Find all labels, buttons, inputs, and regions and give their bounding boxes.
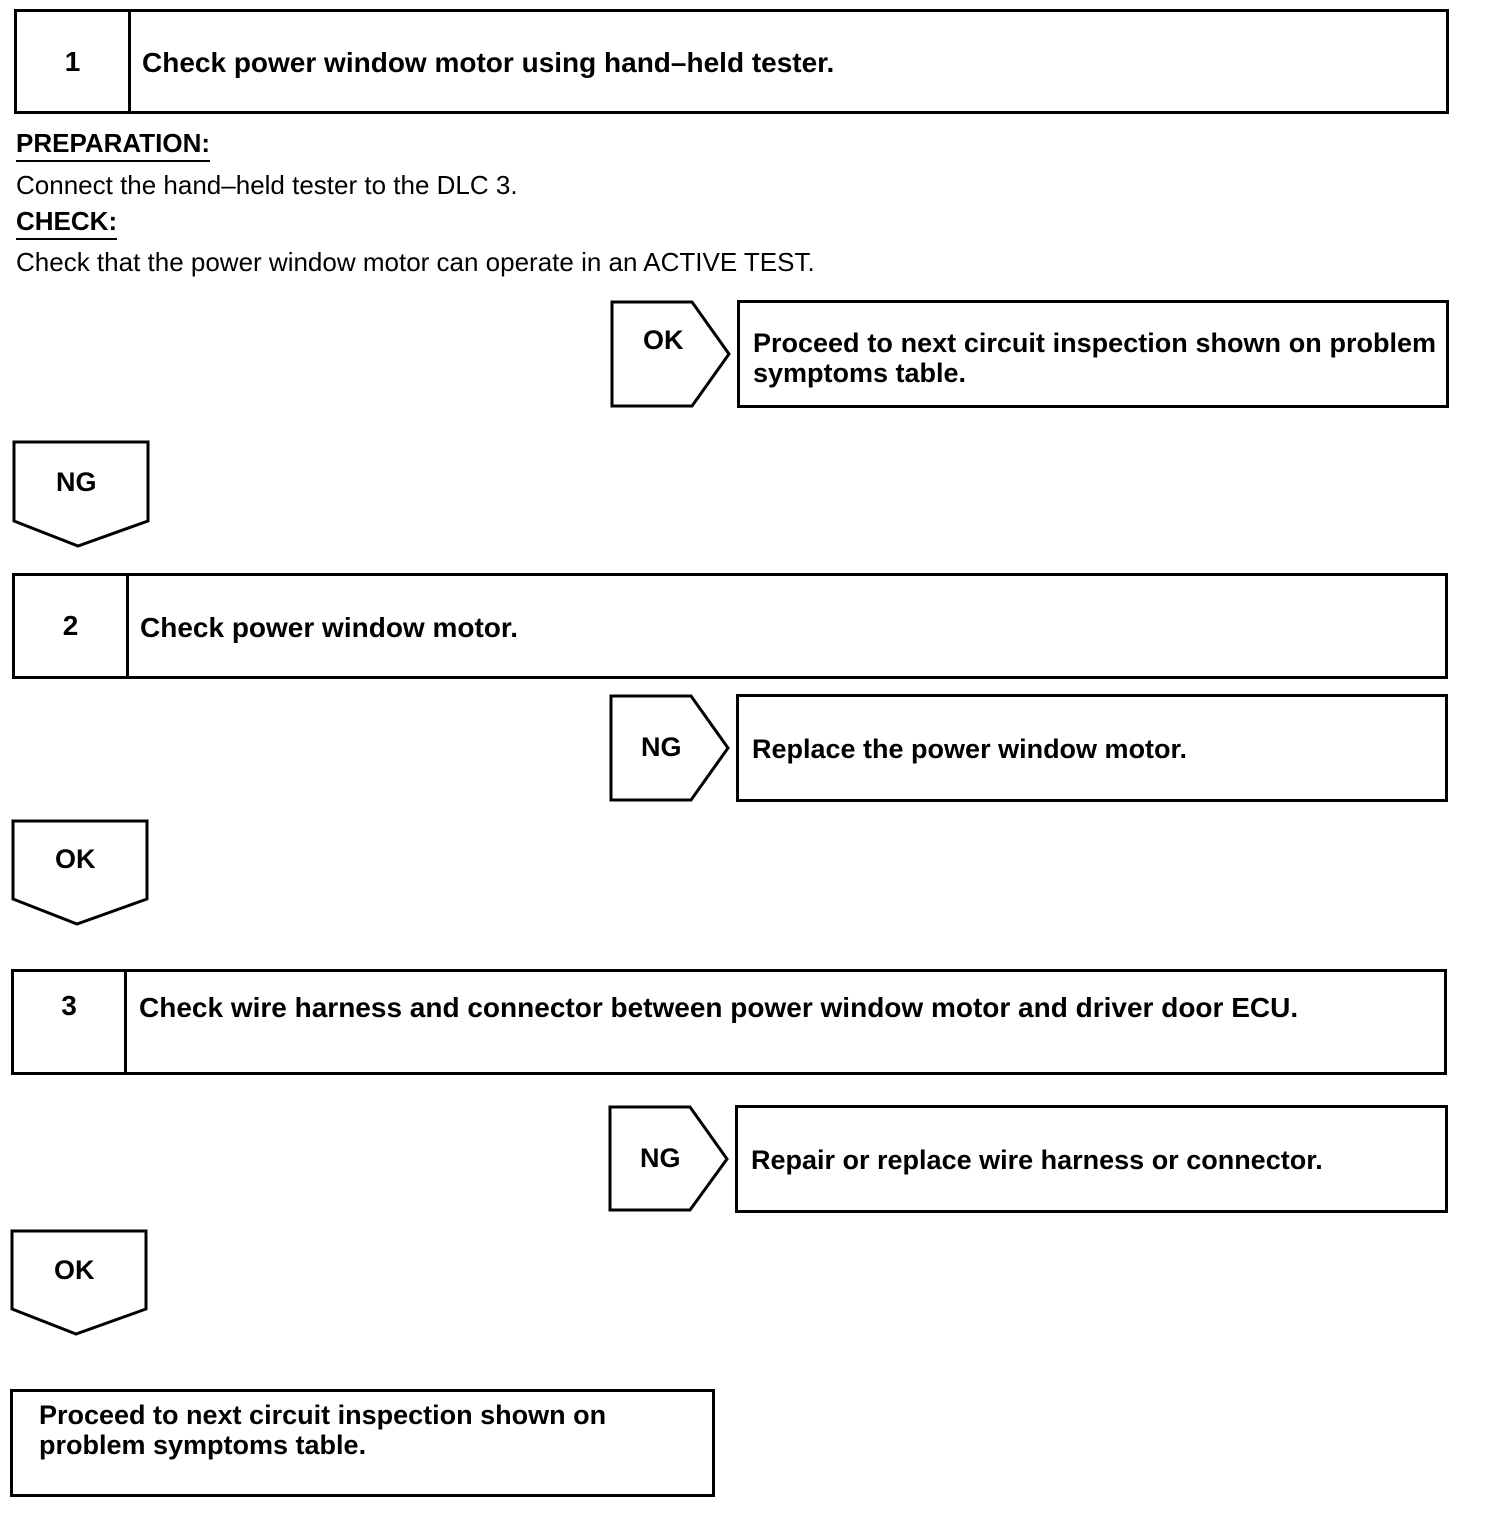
branch-result-box [735,1105,1448,1213]
branch-label: OK [643,325,684,355]
branch-result-text: Proceed to next circuit inspection shown on problem symptoms table. [753,328,1436,388]
step-1-box [14,9,1449,114]
check-text: Check that the power window motor can operate in an ACTIVE TEST. [16,247,815,277]
step-3-box [11,969,1447,1075]
branch-label: NG [641,732,682,762]
step-title: Check wire harness and connector between power window motor and driver door ECU. [139,992,1299,1023]
check-heading: CHECK: [16,206,117,240]
branch-result-box [736,694,1448,802]
step-title: Check power window motor. [140,612,519,643]
preparation-heading: PREPARATION: [16,128,210,162]
final-result-text: Proceed to next circuit inspection shown on problem symptoms table. [39,1400,607,1460]
down-arrow-label: OK [54,1255,95,1285]
step-2-box [12,573,1448,679]
step-number: 2 [15,576,129,676]
preparation-text: Connect the hand–held tester to the DLC 3. [16,170,518,200]
step-number: 3 [14,972,127,1072]
branch-label: NG [640,1143,681,1173]
down-arrow-label: OK [55,844,96,874]
down-arrow-label: NG [56,467,97,497]
branch-result-box [737,300,1449,408]
final-result-box [10,1389,715,1497]
branch-result-text: Replace the power window motor. [752,734,1188,764]
step-title: Check power window motor using hand–held tester. [142,47,835,78]
branch-result-text: Repair or replace wire harness or connector. [751,1145,1323,1175]
step-number: 1 [17,12,131,111]
